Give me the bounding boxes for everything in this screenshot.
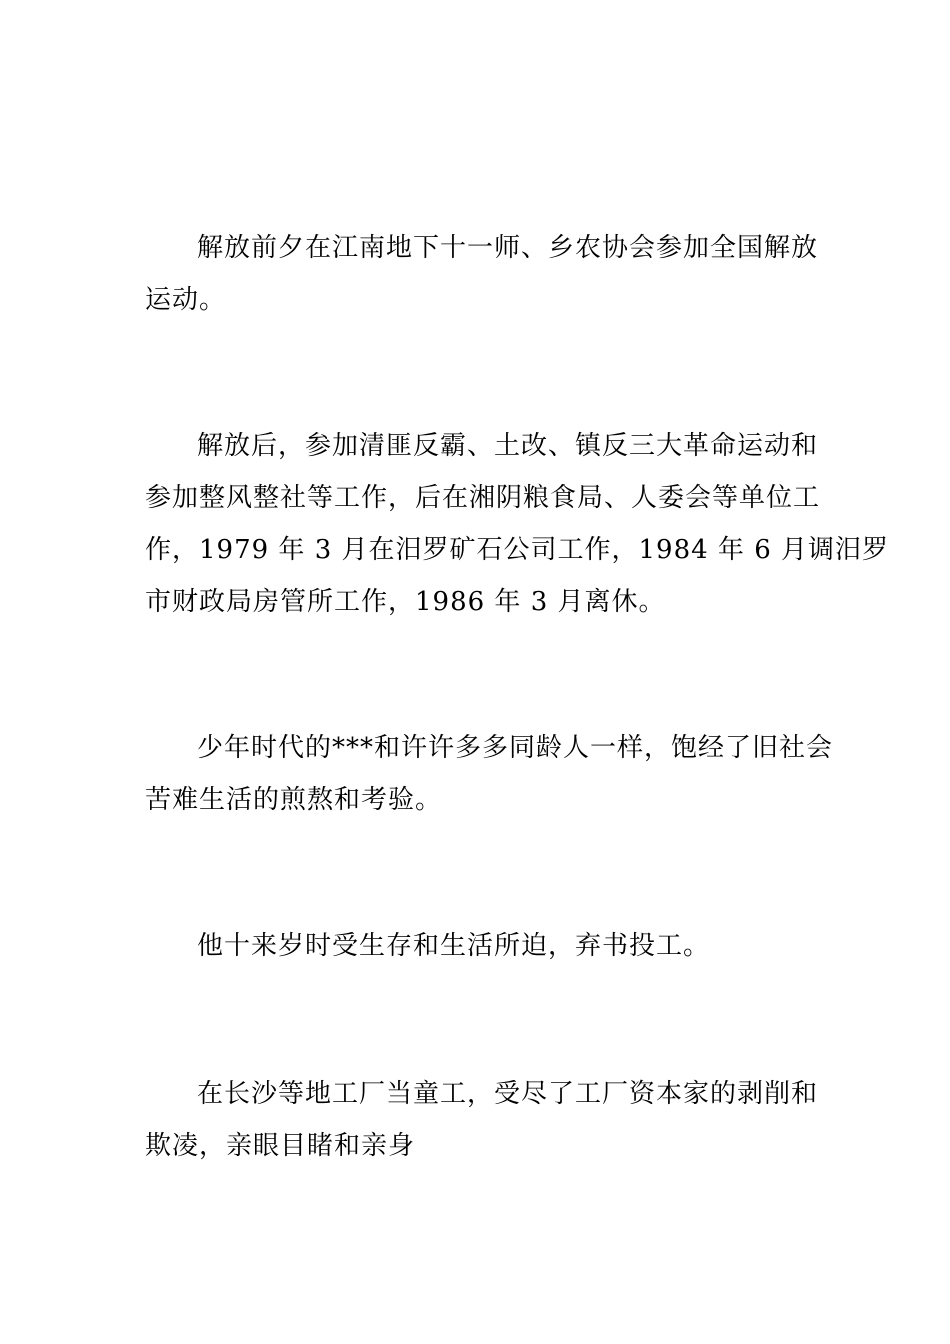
paragraph-5 [145,1068,819,1172]
paragraph-line: 他十来岁时受生存和生活所迫，弃书投工。 [197,931,711,961]
paragraph-line: 作，1979 年 3 月在汨罗矿石公司工作，1984 年 6 月调汨罗 [145,535,890,565]
paragraph-4 [145,920,810,972]
paragraph-3 [145,722,834,826]
paragraph-line: 运动。 [145,285,227,315]
paragraph-2 [145,420,890,628]
paragraph-1 [145,222,819,326]
paragraph-line: 解放后，参加清匪反霸、土改、镇反三大革命运动和 [197,431,819,461]
paragraph-line: 参加整风整社等工作，后在湘阴粮食局、人委会等单位工 [145,483,821,513]
paragraph-line: 少年时代的***和许许多多同龄人一样，饱经了旧社会 [197,733,834,763]
paragraph-line: 苦难生活的煎熬和考验。 [145,785,443,815]
paragraph-line: 解放前夕在江南地下十一师、乡农协会参加全国解放 [197,233,819,263]
paragraph-line: 在长沙等地工厂当童工，受尽了工厂资本家的剥削和 [197,1079,819,1109]
paragraph-line: 市财政局房管所工作，1986 年 3 月离休。 [145,587,666,617]
paragraph-line: 欺凌，亲眼目睹和亲身 [145,1131,416,1161]
